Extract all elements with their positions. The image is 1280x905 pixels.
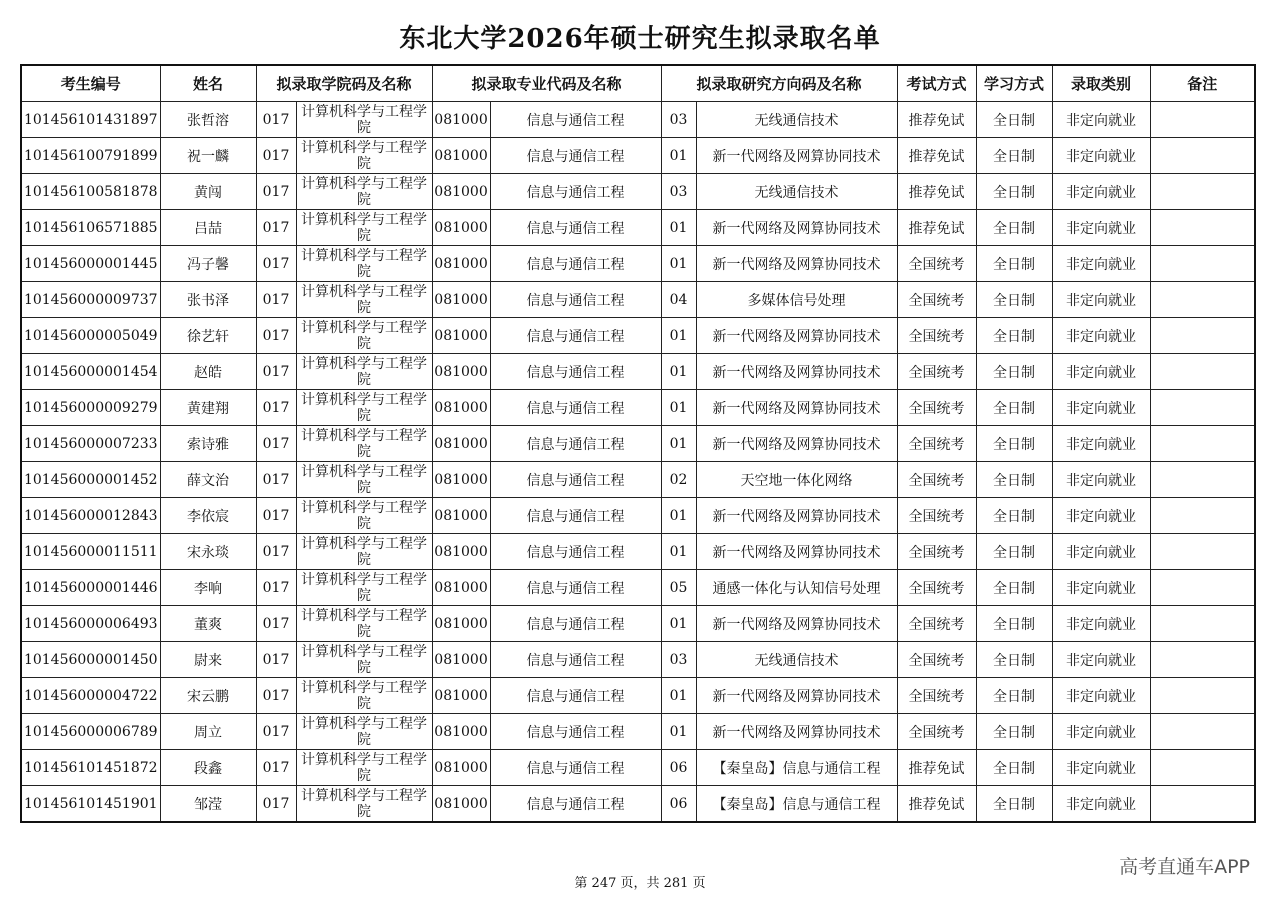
cell-direction-code: 06 — [661, 750, 696, 786]
cell-note — [1150, 102, 1255, 138]
cell-note — [1150, 678, 1255, 714]
cell-direction-name: 新一代网络及网算协同技术 — [696, 246, 897, 282]
table-row — [21, 570, 1255, 606]
cell-direction-name: 多媒体信号处理 — [696, 282, 897, 318]
cell-direction-name: 天空地一体化网络 — [696, 462, 897, 498]
cell-exam: 全国统考 — [897, 246, 976, 282]
cell-direction-name: 新一代网络及网算协同技术 — [696, 138, 897, 174]
cell-type: 非定向就业 — [1052, 750, 1150, 786]
cell-exam: 全国统考 — [897, 570, 976, 606]
table-row — [21, 318, 1255, 354]
cell-school-code: 017 — [256, 390, 296, 426]
cell-note — [1150, 246, 1255, 282]
cell-study: 全日制 — [976, 354, 1052, 390]
table-row — [21, 642, 1255, 678]
cell-name: 黄闯 — [160, 174, 256, 210]
cell-id: 101456106571885 — [21, 210, 160, 246]
cell-direction-name: 无线通信技术 — [696, 642, 897, 678]
cell-exam: 推荐免试 — [897, 210, 976, 246]
cell-note — [1150, 210, 1255, 246]
table-row — [21, 282, 1255, 318]
cell-name: 张书泽 — [160, 282, 256, 318]
cell-direction-code: 01 — [661, 606, 696, 642]
cell-school-code: 017 — [256, 426, 296, 462]
cell-id: 101456101431897 — [21, 102, 160, 138]
cell-school-code: 017 — [256, 606, 296, 642]
cell-direction-name: 新一代网络及网算协同技术 — [696, 390, 897, 426]
cell-name: 黄建翔 — [160, 390, 256, 426]
page-title: 东北大学2026年硕士研究生拟录取名单 — [399, 24, 881, 54]
cell-id: 101456000009279 — [21, 390, 160, 426]
cell-note — [1150, 534, 1255, 570]
cell-school-name: 计算机科学与工程学院 — [296, 570, 432, 606]
cell-major-code: 081000 — [432, 570, 490, 606]
cell-major-name: 信息与通信工程 — [490, 318, 661, 354]
cell-major-code: 081000 — [432, 750, 490, 786]
header-name: 姓名 — [160, 65, 256, 102]
cell-direction-code: 01 — [661, 390, 696, 426]
cell-note — [1150, 786, 1255, 823]
cell-exam: 推荐免试 — [897, 174, 976, 210]
cell-major-code: 081000 — [432, 138, 490, 174]
cell-major-name: 信息与通信工程 — [490, 210, 661, 246]
cell-id: 101456000001446 — [21, 570, 160, 606]
cell-exam: 推荐免试 — [897, 750, 976, 786]
cell-id: 101456000005049 — [21, 318, 160, 354]
cell-exam: 全国统考 — [897, 714, 976, 750]
table-row — [21, 426, 1255, 462]
cell-id: 101456000004722 — [21, 678, 160, 714]
cell-school-name: 计算机科学与工程学院 — [296, 714, 432, 750]
cell-major-name: 信息与通信工程 — [490, 678, 661, 714]
cell-major-name: 信息与通信工程 — [490, 750, 661, 786]
cell-direction-name: 【秦皇岛】信息与通信工程 — [696, 786, 897, 823]
cell-direction-code: 01 — [661, 678, 696, 714]
cell-note — [1150, 390, 1255, 426]
cell-school-code: 017 — [256, 534, 296, 570]
cell-id: 101456000007233 — [21, 426, 160, 462]
cell-exam: 推荐免试 — [897, 138, 976, 174]
cell-school-code: 017 — [256, 786, 296, 823]
cell-note — [1150, 282, 1255, 318]
cell-major-name: 信息与通信工程 — [490, 426, 661, 462]
cell-major-code: 081000 — [432, 678, 490, 714]
cell-school-code: 017 — [256, 642, 296, 678]
cell-id: 101456100791899 — [21, 138, 160, 174]
cell-id: 101456000001454 — [21, 354, 160, 390]
table-row — [21, 138, 1255, 174]
cell-type: 非定向就业 — [1052, 714, 1150, 750]
header-direction: 拟录取研究方向码及名称 — [661, 65, 897, 102]
cell-name: 赵皓 — [160, 354, 256, 390]
cell-name: 段鑫 — [160, 750, 256, 786]
cell-school-code: 017 — [256, 570, 296, 606]
cell-school-name: 计算机科学与工程学院 — [296, 354, 432, 390]
cell-id: 101456000001452 — [21, 462, 160, 498]
cell-direction-code: 01 — [661, 426, 696, 462]
cell-school-name: 计算机科学与工程学院 — [296, 246, 432, 282]
table-header-row — [21, 65, 1255, 102]
cell-exam: 全国统考 — [897, 606, 976, 642]
cell-note — [1150, 354, 1255, 390]
cell-school-name: 计算机科学与工程学院 — [296, 678, 432, 714]
cell-direction-name: 无线通信技术 — [696, 174, 897, 210]
cell-note — [1150, 462, 1255, 498]
cell-major-name: 信息与通信工程 — [490, 390, 661, 426]
cell-study: 全日制 — [976, 102, 1052, 138]
cell-study: 全日制 — [976, 570, 1052, 606]
header-school: 拟录取学院码及名称 — [256, 65, 432, 102]
cell-name: 李响 — [160, 570, 256, 606]
cell-id: 101456000001445 — [21, 246, 160, 282]
cell-major-code: 081000 — [432, 426, 490, 462]
cell-type: 非定向就业 — [1052, 426, 1150, 462]
cell-major-name: 信息与通信工程 — [490, 642, 661, 678]
header-study: 学习方式 — [976, 65, 1052, 102]
cell-exam: 全国统考 — [897, 426, 976, 462]
cell-type: 非定向就业 — [1052, 642, 1150, 678]
cell-direction-code: 02 — [661, 462, 696, 498]
cell-study: 全日制 — [976, 210, 1052, 246]
cell-name: 周立 — [160, 714, 256, 750]
cell-name: 薛文治 — [160, 462, 256, 498]
cell-note — [1150, 570, 1255, 606]
cell-major-code: 081000 — [432, 354, 490, 390]
cell-id: 101456100581878 — [21, 174, 160, 210]
cell-name: 索诗雅 — [160, 426, 256, 462]
cell-study: 全日制 — [976, 714, 1052, 750]
table-row — [21, 390, 1255, 426]
cell-name: 吕喆 — [160, 210, 256, 246]
cell-type: 非定向就业 — [1052, 534, 1150, 570]
cell-direction-name: 新一代网络及网算协同技术 — [696, 210, 897, 246]
cell-major-name: 信息与通信工程 — [490, 174, 661, 210]
cell-note — [1150, 642, 1255, 678]
cell-direction-name: 新一代网络及网算协同技术 — [696, 498, 897, 534]
cell-major-name: 信息与通信工程 — [490, 138, 661, 174]
cell-school-name: 计算机科学与工程学院 — [296, 498, 432, 534]
cell-type: 非定向就业 — [1052, 678, 1150, 714]
cell-direction-name: 新一代网络及网算协同技术 — [696, 534, 897, 570]
cell-major-name: 信息与通信工程 — [490, 498, 661, 534]
table-row — [21, 462, 1255, 498]
cell-id: 101456000011511 — [21, 534, 160, 570]
cell-direction-code: 06 — [661, 786, 696, 823]
cell-direction-code: 03 — [661, 642, 696, 678]
cell-major-code: 081000 — [432, 534, 490, 570]
cell-direction-name: 新一代网络及网算协同技术 — [696, 606, 897, 642]
cell-type: 非定向就业 — [1052, 282, 1150, 318]
cell-school-code: 017 — [256, 714, 296, 750]
cell-study: 全日制 — [976, 174, 1052, 210]
cell-type: 非定向就业 — [1052, 138, 1150, 174]
cell-id: 101456000006789 — [21, 714, 160, 750]
cell-school-code: 017 — [256, 138, 296, 174]
cell-name: 徐艺轩 — [160, 318, 256, 354]
cell-note — [1150, 606, 1255, 642]
cell-direction-name: 无线通信技术 — [696, 102, 897, 138]
cell-school-name: 计算机科学与工程学院 — [296, 318, 432, 354]
cell-type: 非定向就业 — [1052, 210, 1150, 246]
cell-major-name: 信息与通信工程 — [490, 714, 661, 750]
cell-study: 全日制 — [976, 750, 1052, 786]
cell-major-code: 081000 — [432, 390, 490, 426]
cell-school-name: 计算机科学与工程学院 — [296, 426, 432, 462]
cell-direction-code: 01 — [661, 498, 696, 534]
cell-name: 张哲溶 — [160, 102, 256, 138]
cell-school-name: 计算机科学与工程学院 — [296, 642, 432, 678]
cell-exam: 全国统考 — [897, 318, 976, 354]
cell-direction-code: 05 — [661, 570, 696, 606]
cell-school-name: 计算机科学与工程学院 — [296, 534, 432, 570]
cell-school-name: 计算机科学与工程学院 — [296, 138, 432, 174]
page-footer: 第 247 页，共 281 页 — [574, 876, 706, 891]
table-row — [21, 750, 1255, 786]
cell-study: 全日制 — [976, 534, 1052, 570]
cell-study: 全日制 — [976, 642, 1052, 678]
cell-school-code: 017 — [256, 246, 296, 282]
cell-direction-code: 01 — [661, 534, 696, 570]
cell-exam: 推荐免试 — [897, 786, 976, 823]
cell-direction-code: 03 — [661, 174, 696, 210]
admission-table — [20, 64, 1256, 823]
table-row — [21, 354, 1255, 390]
cell-major-name: 信息与通信工程 — [490, 282, 661, 318]
cell-major-name: 信息与通信工程 — [490, 534, 661, 570]
cell-school-name: 计算机科学与工程学院 — [296, 750, 432, 786]
table-row — [21, 498, 1255, 534]
table-row — [21, 210, 1255, 246]
cell-name: 董爽 — [160, 606, 256, 642]
cell-direction-code: 01 — [661, 210, 696, 246]
watermark: 高考直通车APP — [1119, 856, 1250, 878]
cell-type: 非定向就业 — [1052, 390, 1150, 426]
cell-direction-code: 01 — [661, 318, 696, 354]
cell-id: 101456000001450 — [21, 642, 160, 678]
cell-school-name: 计算机科学与工程学院 — [296, 390, 432, 426]
cell-exam: 全国统考 — [897, 390, 976, 426]
cell-school-code: 017 — [256, 498, 296, 534]
cell-direction-name: 新一代网络及网算协同技术 — [696, 318, 897, 354]
header-note: 备注 — [1150, 65, 1255, 102]
cell-study: 全日制 — [976, 390, 1052, 426]
cell-study: 全日制 — [976, 138, 1052, 174]
cell-note — [1150, 750, 1255, 786]
header-exam: 考试方式 — [897, 65, 976, 102]
cell-direction-name: 新一代网络及网算协同技术 — [696, 678, 897, 714]
cell-type: 非定向就业 — [1052, 606, 1150, 642]
cell-exam: 全国统考 — [897, 678, 976, 714]
cell-note — [1150, 714, 1255, 750]
cell-direction-code: 03 — [661, 102, 696, 138]
cell-school-code: 017 — [256, 318, 296, 354]
cell-study: 全日制 — [976, 606, 1052, 642]
cell-major-name: 信息与通信工程 — [490, 570, 661, 606]
cell-type: 非定向就业 — [1052, 102, 1150, 138]
cell-id: 101456000012843 — [21, 498, 160, 534]
cell-id: 101456000009737 — [21, 282, 160, 318]
cell-study: 全日制 — [976, 246, 1052, 282]
cell-name: 宋永琰 — [160, 534, 256, 570]
cell-id: 101456000006493 — [21, 606, 160, 642]
cell-note — [1150, 174, 1255, 210]
cell-type: 非定向就业 — [1052, 318, 1150, 354]
cell-exam: 全国统考 — [897, 498, 976, 534]
cell-type: 非定向就业 — [1052, 246, 1150, 282]
cell-type: 非定向就业 — [1052, 498, 1150, 534]
cell-school-name: 计算机科学与工程学院 — [296, 210, 432, 246]
cell-exam: 全国统考 — [897, 462, 976, 498]
cell-major-code: 081000 — [432, 606, 490, 642]
cell-direction-code: 01 — [661, 714, 696, 750]
cell-major-code: 081000 — [432, 102, 490, 138]
cell-name: 祝一麟 — [160, 138, 256, 174]
cell-major-name: 信息与通信工程 — [490, 354, 661, 390]
cell-type: 非定向就业 — [1052, 462, 1150, 498]
cell-study: 全日制 — [976, 462, 1052, 498]
cell-name: 李依宸 — [160, 498, 256, 534]
cell-school-name: 计算机科学与工程学院 — [296, 462, 432, 498]
cell-id: 101456101451872 — [21, 750, 160, 786]
cell-type: 非定向就业 — [1052, 786, 1150, 823]
header-type: 录取类别 — [1052, 65, 1150, 102]
cell-major-code: 081000 — [432, 498, 490, 534]
cell-direction-name: 通感一体化与认知信号处理 — [696, 570, 897, 606]
cell-direction-name: 新一代网络及网算协同技术 — [696, 426, 897, 462]
cell-note — [1150, 318, 1255, 354]
cell-name: 宋云鹏 — [160, 678, 256, 714]
cell-school-code: 017 — [256, 750, 296, 786]
cell-major-name: 信息与通信工程 — [490, 786, 661, 823]
cell-note — [1150, 138, 1255, 174]
cell-type: 非定向就业 — [1052, 570, 1150, 606]
cell-major-code: 081000 — [432, 462, 490, 498]
cell-school-code: 017 — [256, 102, 296, 138]
cell-school-code: 017 — [256, 282, 296, 318]
cell-school-code: 017 — [256, 462, 296, 498]
cell-direction-code: 04 — [661, 282, 696, 318]
table-row — [21, 606, 1255, 642]
cell-school-code: 017 — [256, 354, 296, 390]
cell-school-name: 计算机科学与工程学院 — [296, 786, 432, 823]
cell-note — [1150, 498, 1255, 534]
cell-exam: 全国统考 — [897, 642, 976, 678]
table-row — [21, 678, 1255, 714]
table-row — [21, 246, 1255, 282]
cell-direction-code: 01 — [661, 246, 696, 282]
cell-major-code: 081000 — [432, 246, 490, 282]
cell-exam: 全国统考 — [897, 534, 976, 570]
cell-name: 尉来 — [160, 642, 256, 678]
cell-study: 全日制 — [976, 786, 1052, 823]
table-row — [21, 174, 1255, 210]
cell-type: 非定向就业 — [1052, 354, 1150, 390]
cell-exam: 全国统考 — [897, 354, 976, 390]
cell-direction-code: 01 — [661, 354, 696, 390]
cell-id: 101456101451901 — [21, 786, 160, 823]
cell-study: 全日制 — [976, 678, 1052, 714]
cell-direction-name: 新一代网络及网算协同技术 — [696, 714, 897, 750]
cell-major-name: 信息与通信工程 — [490, 102, 661, 138]
cell-major-code: 081000 — [432, 174, 490, 210]
cell-school-name: 计算机科学与工程学院 — [296, 174, 432, 210]
cell-major-name: 信息与通信工程 — [490, 246, 661, 282]
cell-name: 邹滢 — [160, 786, 256, 823]
table-row — [21, 534, 1255, 570]
cell-major-name: 信息与通信工程 — [490, 606, 661, 642]
cell-school-code: 017 — [256, 210, 296, 246]
cell-study: 全日制 — [976, 282, 1052, 318]
table-row — [21, 786, 1255, 823]
cell-note — [1150, 426, 1255, 462]
cell-study: 全日制 — [976, 498, 1052, 534]
header-id: 考生编号 — [21, 65, 160, 102]
cell-direction-name: 新一代网络及网算协同技术 — [696, 354, 897, 390]
cell-direction-name: 【秦皇岛】信息与通信工程 — [696, 750, 897, 786]
cell-school-code: 017 — [256, 678, 296, 714]
cell-major-code: 081000 — [432, 282, 490, 318]
table-row — [21, 714, 1255, 750]
table-body — [21, 102, 1255, 823]
cell-school-code: 017 — [256, 174, 296, 210]
cell-type: 非定向就业 — [1052, 174, 1150, 210]
cell-study: 全日制 — [976, 318, 1052, 354]
header-major: 拟录取专业代码及名称 — [432, 65, 661, 102]
table-row — [21, 102, 1255, 138]
cell-school-name: 计算机科学与工程学院 — [296, 282, 432, 318]
cell-school-name: 计算机科学与工程学院 — [296, 606, 432, 642]
cell-major-code: 081000 — [432, 210, 490, 246]
cell-study: 全日制 — [976, 426, 1052, 462]
cell-major-code: 081000 — [432, 318, 490, 354]
cell-exam: 全国统考 — [897, 282, 976, 318]
cell-name: 冯子馨 — [160, 246, 256, 282]
cell-major-code: 081000 — [432, 714, 490, 750]
cell-school-name: 计算机科学与工程学院 — [296, 102, 432, 138]
cell-major-name: 信息与通信工程 — [490, 462, 661, 498]
cell-direction-code: 01 — [661, 138, 696, 174]
cell-major-code: 081000 — [432, 642, 490, 678]
cell-exam: 推荐免试 — [897, 102, 976, 138]
cell-major-code: 081000 — [432, 786, 490, 823]
